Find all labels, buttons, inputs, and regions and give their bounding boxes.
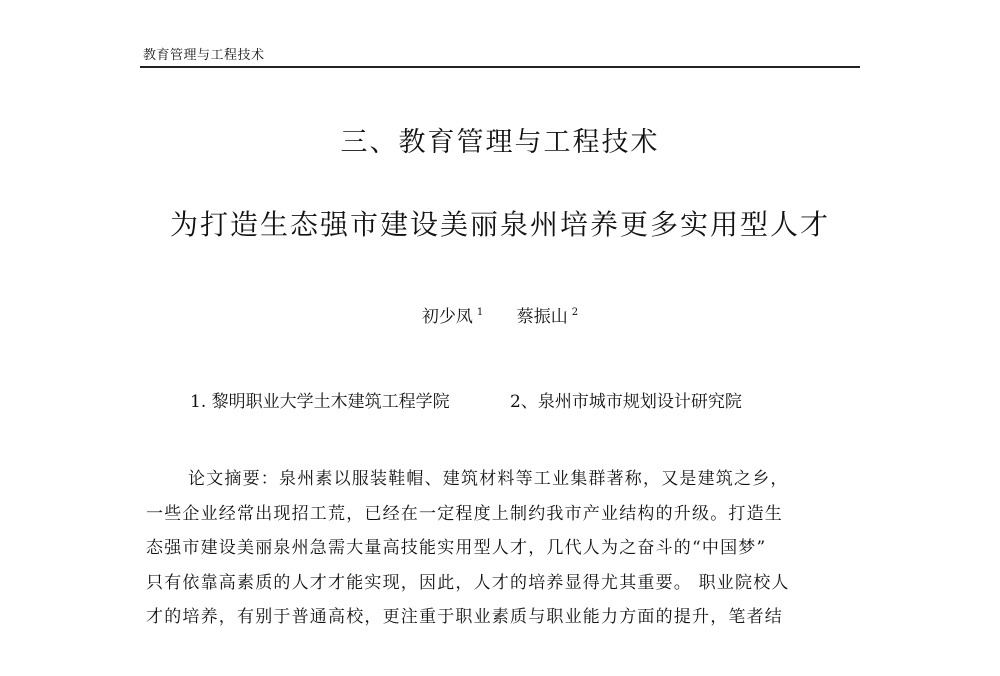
author-name: 蔡振山 [516, 307, 568, 327]
abstract-line: 一些企业经常出现招工荒，已经在一定程度上制约我市产业结构的升级。打造生 [146, 503, 783, 524]
affiliation-list [190, 387, 742, 412]
author [422, 302, 483, 327]
author-name: 初少凤 [421, 307, 473, 327]
author [517, 302, 578, 327]
author-affiliation-mark: 2 [571, 307, 579, 319]
abstract-line: 只有依靠高素质的人才才能实现，因此，人才的培养显得尤其重要。 职业院校人 [146, 572, 790, 593]
affiliation: 1. 黎明职业大学土木建筑工程学院 [190, 392, 450, 412]
abstract-line: 论文摘要：泉州素以服装鞋帽、建筑材料等工业集群著称，又是建筑之乡， [188, 469, 789, 489]
section-title: 三、教育管理与工程技术 [340, 127, 660, 158]
affiliation: 2、泉州市城市规划设计研究院 [510, 392, 742, 412]
abstract-line: 态强市建设美丽泉州急需大量高技能实用型人才，几代人为之奋斗的“中国梦” [146, 538, 767, 558]
author-affiliation-mark: 1 [476, 307, 484, 319]
author-list [0, 302, 1000, 327]
abstract [146, 462, 862, 635]
paper-title: 为打造生态强市建设美丽泉州培养更多实用型人才 [169, 208, 830, 241]
header-rule [140, 66, 860, 68]
abstract-line: 才的培养，有别于普通高校，更注重于职业素质与职业能力方面的提升，笔者结 [146, 607, 783, 627]
running-header: 教育管理与工程技术 [143, 48, 265, 63]
